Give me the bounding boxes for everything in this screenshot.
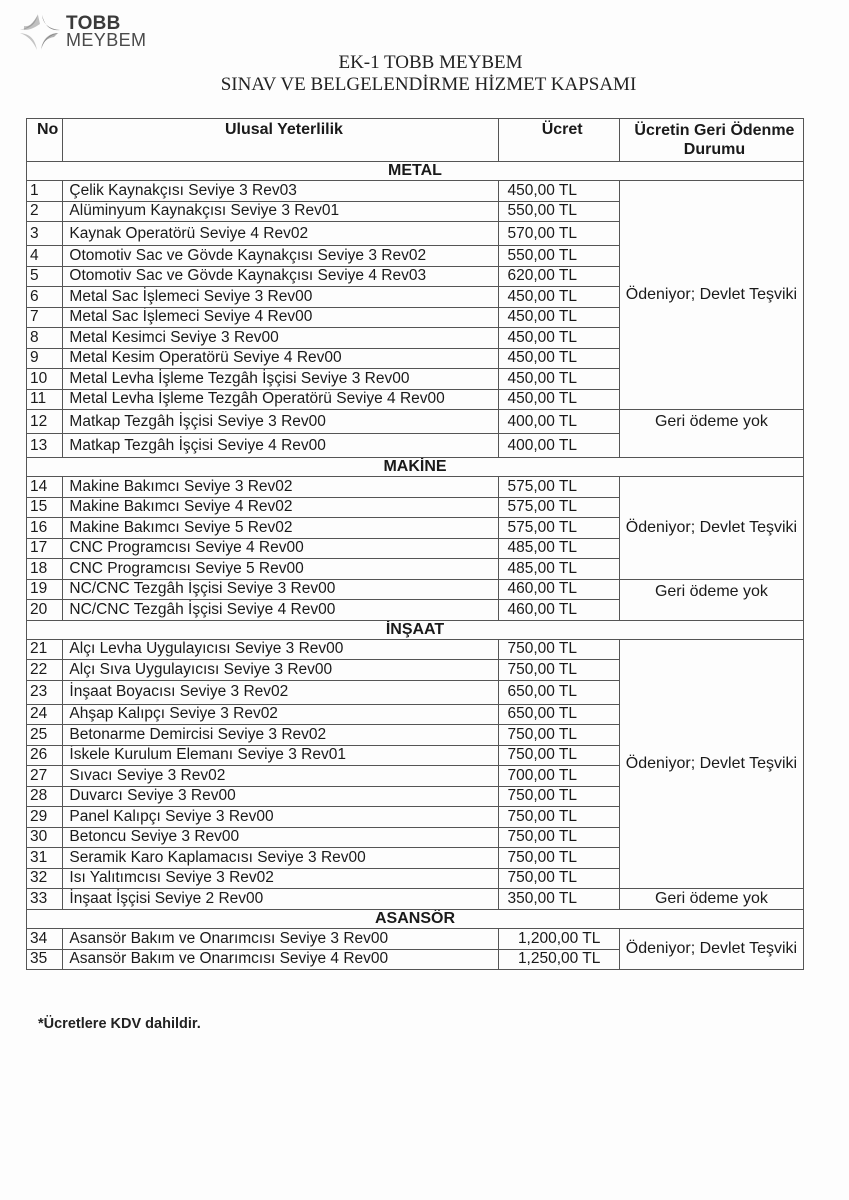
header-qualification: Ulusal Yeterlilik (63, 119, 499, 162)
row-no: 10 (27, 369, 63, 390)
row-qualification: Alüminyum Kaynakçısı Seviye 3 Rev01 (63, 201, 499, 222)
row-no: 8 (27, 328, 63, 349)
row-qualification: NC/CNC Tezgâh İşçisi Seviye 4 Rev00 (63, 600, 499, 621)
row-qualification: Panel Kalıpçı Seviye 3 Rev00 (63, 807, 499, 828)
row-qualification: Makine Bakımcı Seviye 5 Rev02 (63, 518, 499, 539)
row-fee: 750,00 TL (499, 807, 619, 828)
row-qualification: Kaynak Operatörü Seviye 4 Rev02 (63, 222, 499, 246)
row-qualification: Asansör Bakım ve Onarımcısı Seviye 3 Rev00 (63, 929, 499, 950)
row-no: 9 (27, 348, 63, 369)
row-fee: 575,00 TL (499, 518, 619, 539)
table-row (27, 579, 804, 600)
row-no: 17 (27, 538, 63, 559)
table-row (27, 889, 804, 910)
row-qualification: Betoncu Seviye 3 Rev00 (63, 827, 499, 848)
table-row (27, 639, 804, 660)
row-fee: 400,00 TL (499, 434, 619, 458)
row-qualification: İnşaat İşçisi Seviye 2 Rev00 (63, 889, 499, 910)
row-fee: 750,00 TL (499, 725, 619, 746)
row-fee: 750,00 TL (499, 745, 619, 766)
row-fee: 1,250,00 TL (499, 949, 619, 970)
row-qualification: Metal Kesimci Seviye 3 Rev00 (63, 328, 499, 349)
row-qualification: Betonarme Demircisi Seviye 3 Rev02 (63, 725, 499, 746)
row-qualification: Matkap Tezgâh İşçisi Seviye 4 Rev00 (63, 434, 499, 458)
row-fee: 350,00 TL (499, 889, 619, 910)
row-no: 14 (27, 477, 63, 498)
row-fee: 750,00 TL (499, 660, 619, 681)
refund-status: Ödeniyor; Devlet Teşviki (619, 929, 803, 970)
category-row (27, 162, 804, 181)
refund-status: Geri ödeme yok (619, 410, 803, 458)
row-fee: 550,00 TL (499, 201, 619, 222)
row-no: 33 (27, 889, 63, 910)
category-makine: MAKİNE (27, 458, 804, 477)
row-qualification: Ahşap Kalıpçı Seviye 3 Rev02 (63, 704, 499, 725)
row-qualification: Alçı Sıva Uygulayıcısı Seviye 3 Rev00 (63, 660, 499, 681)
row-no: 2 (27, 201, 63, 222)
document-title-line1: EK-1 TOBB MEYBEM (338, 52, 523, 73)
category-row (27, 458, 804, 477)
row-no: 23 (27, 680, 63, 704)
category-row (27, 620, 804, 639)
header-fee: Ücret (499, 119, 619, 162)
row-fee: 620,00 TL (499, 266, 619, 287)
row-no: 31 (27, 848, 63, 869)
category-row (27, 910, 804, 929)
row-fee: 750,00 TL (499, 827, 619, 848)
row-no: 22 (27, 660, 63, 681)
service-scope-table (26, 118, 804, 970)
row-fee: 650,00 TL (499, 704, 619, 725)
row-qualification: İnşaat Boyacısı Seviye 3 Rev02 (63, 680, 499, 704)
row-qualification: Makine Bakımcı Seviye 3 Rev02 (63, 477, 499, 498)
row-no: 7 (27, 307, 63, 328)
row-qualification: Makine Bakımcı Seviye 4 Rev02 (63, 497, 499, 518)
row-fee: 450,00 TL (499, 348, 619, 369)
row-qualification: Isı Yalıtımcısı Seviye 3 Rev02 (63, 868, 499, 889)
row-qualification: Duvarcı Seviye 3 Rev00 (63, 786, 499, 807)
row-no: 32 (27, 868, 63, 889)
row-no: 34 (27, 929, 63, 950)
row-fee: 460,00 TL (499, 600, 619, 621)
row-no: 6 (27, 287, 63, 308)
row-no: 30 (27, 827, 63, 848)
row-no: 26 (27, 745, 63, 766)
category-metal: METAL (27, 162, 804, 181)
row-qualification: CNC Programcısı Seviye 4 Rev00 (63, 538, 499, 559)
row-no: 29 (27, 807, 63, 828)
row-no: 25 (27, 725, 63, 746)
refund-status: Geri ödeme yok (619, 889, 803, 910)
table-row (27, 929, 804, 950)
refund-status: Ödeniyor; Devlet Teşviki (619, 477, 803, 580)
row-fee: 400,00 TL (499, 410, 619, 434)
row-qualification: Metal Kesim Operatörü Seviye 4 Rev00 (63, 348, 499, 369)
row-no: 12 (27, 410, 63, 434)
row-no: 24 (27, 704, 63, 725)
row-fee: 450,00 TL (499, 307, 619, 328)
row-no: 27 (27, 766, 63, 787)
row-qualification: Metal Sac İşlemeci Seviye 3 Rev00 (63, 287, 499, 308)
row-fee: 750,00 TL (499, 868, 619, 889)
row-fee: 485,00 TL (499, 559, 619, 580)
row-qualification: Alçı Levha Uygulayıcısı Seviye 3 Rev00 (63, 639, 499, 660)
header-no: No (27, 119, 63, 162)
row-fee: 1,200,00 TL (499, 929, 619, 950)
row-fee: 750,00 TL (499, 786, 619, 807)
row-fee: 575,00 TL (499, 497, 619, 518)
row-qualification: İskele Kurulum Elemanı Seviye 3 Rev01 (63, 745, 499, 766)
row-no: 5 (27, 266, 63, 287)
header-refund: Ücretin Geri Ödenme Durumu (619, 119, 803, 162)
row-fee: 575,00 TL (499, 477, 619, 498)
row-no: 19 (27, 579, 63, 600)
row-fee: 550,00 TL (499, 246, 619, 267)
row-no: 1 (27, 181, 63, 202)
row-fee: 450,00 TL (499, 328, 619, 349)
row-fee: 700,00 TL (499, 766, 619, 787)
row-qualification: Seramik Karo Kaplamacısı Seviye 3 Rev00 (63, 848, 499, 869)
row-fee: 450,00 TL (499, 287, 619, 308)
row-qualification: Matkap Tezgâh İşçisi Seviye 3 Rev00 (63, 410, 499, 434)
row-fee: 570,00 TL (499, 222, 619, 246)
row-qualification: CNC Programcısı Seviye 5 Rev00 (63, 559, 499, 580)
row-qualification: NC/CNC Tezgâh İşçisi Seviye 3 Rev00 (63, 579, 499, 600)
row-fee: 460,00 TL (499, 579, 619, 600)
logo-meybem: MEYBEM (66, 30, 147, 50)
row-qualification: Otomotiv Sac ve Gövde Kaynakçısı Seviye 3 Rev02 (63, 246, 499, 267)
table-row (27, 477, 804, 498)
logo-tobb: TOBB (66, 13, 121, 34)
category-asansor: ASANSÖR (27, 910, 804, 929)
table-row (27, 410, 804, 434)
row-no: 16 (27, 518, 63, 539)
row-no: 21 (27, 639, 63, 660)
vat-note: *Ücretlere KDV dahildir. (38, 1016, 201, 1032)
row-fee: 750,00 TL (499, 639, 619, 660)
row-fee: 650,00 TL (499, 680, 619, 704)
refund-status: Ödeniyor; Devlet Teşviki (619, 639, 803, 889)
row-no: 4 (27, 246, 63, 267)
row-no: 18 (27, 559, 63, 580)
document-title-line2: SINAV VE BELGELENDİRME HİZMET KAPSAMI (220, 74, 637, 95)
row-qualification: Metal Levha İşleme Tezgâh Operatörü Seviye 4 Rev00 (63, 389, 499, 410)
row-no: 15 (27, 497, 63, 518)
row-fee: 450,00 TL (499, 181, 619, 202)
row-no: 3 (27, 222, 63, 246)
logo-star-icon (16, 12, 62, 52)
refund-status: Geri ödeme yok (619, 579, 803, 620)
row-qualification: Asansör Bakım ve Onarımcısı Seviye 4 Rev00 (63, 949, 499, 970)
category-insaat: İNŞAAT (27, 620, 804, 639)
row-fee: 450,00 TL (499, 389, 619, 410)
row-no: 11 (27, 389, 63, 410)
row-fee: 750,00 TL (499, 848, 619, 869)
table-header-row (27, 119, 804, 162)
refund-status: Ödeniyor; Devlet Teşviki (619, 181, 803, 410)
tobb-meybem-logo (16, 12, 146, 52)
row-fee: 450,00 TL (499, 369, 619, 390)
row-no: 28 (27, 786, 63, 807)
row-no: 35 (27, 949, 63, 970)
row-qualification: Otomotiv Sac ve Gövde Kaynakçısı Seviye 4 Rev03 (63, 266, 499, 287)
row-no: 20 (27, 600, 63, 621)
table-row (27, 181, 804, 202)
row-fee: 485,00 TL (499, 538, 619, 559)
row-qualification: Çelik Kaynakçısı Seviye 3 Rev03 (63, 181, 499, 202)
row-qualification: Metal Sac İşlemeci Seviye 4 Rev00 (63, 307, 499, 328)
row-qualification: Sıvacı Seviye 3 Rev02 (63, 766, 499, 787)
row-no: 13 (27, 434, 63, 458)
row-qualification: Metal Levha İşleme Tezgâh İşçisi Seviye 3 Rev00 (63, 369, 499, 390)
